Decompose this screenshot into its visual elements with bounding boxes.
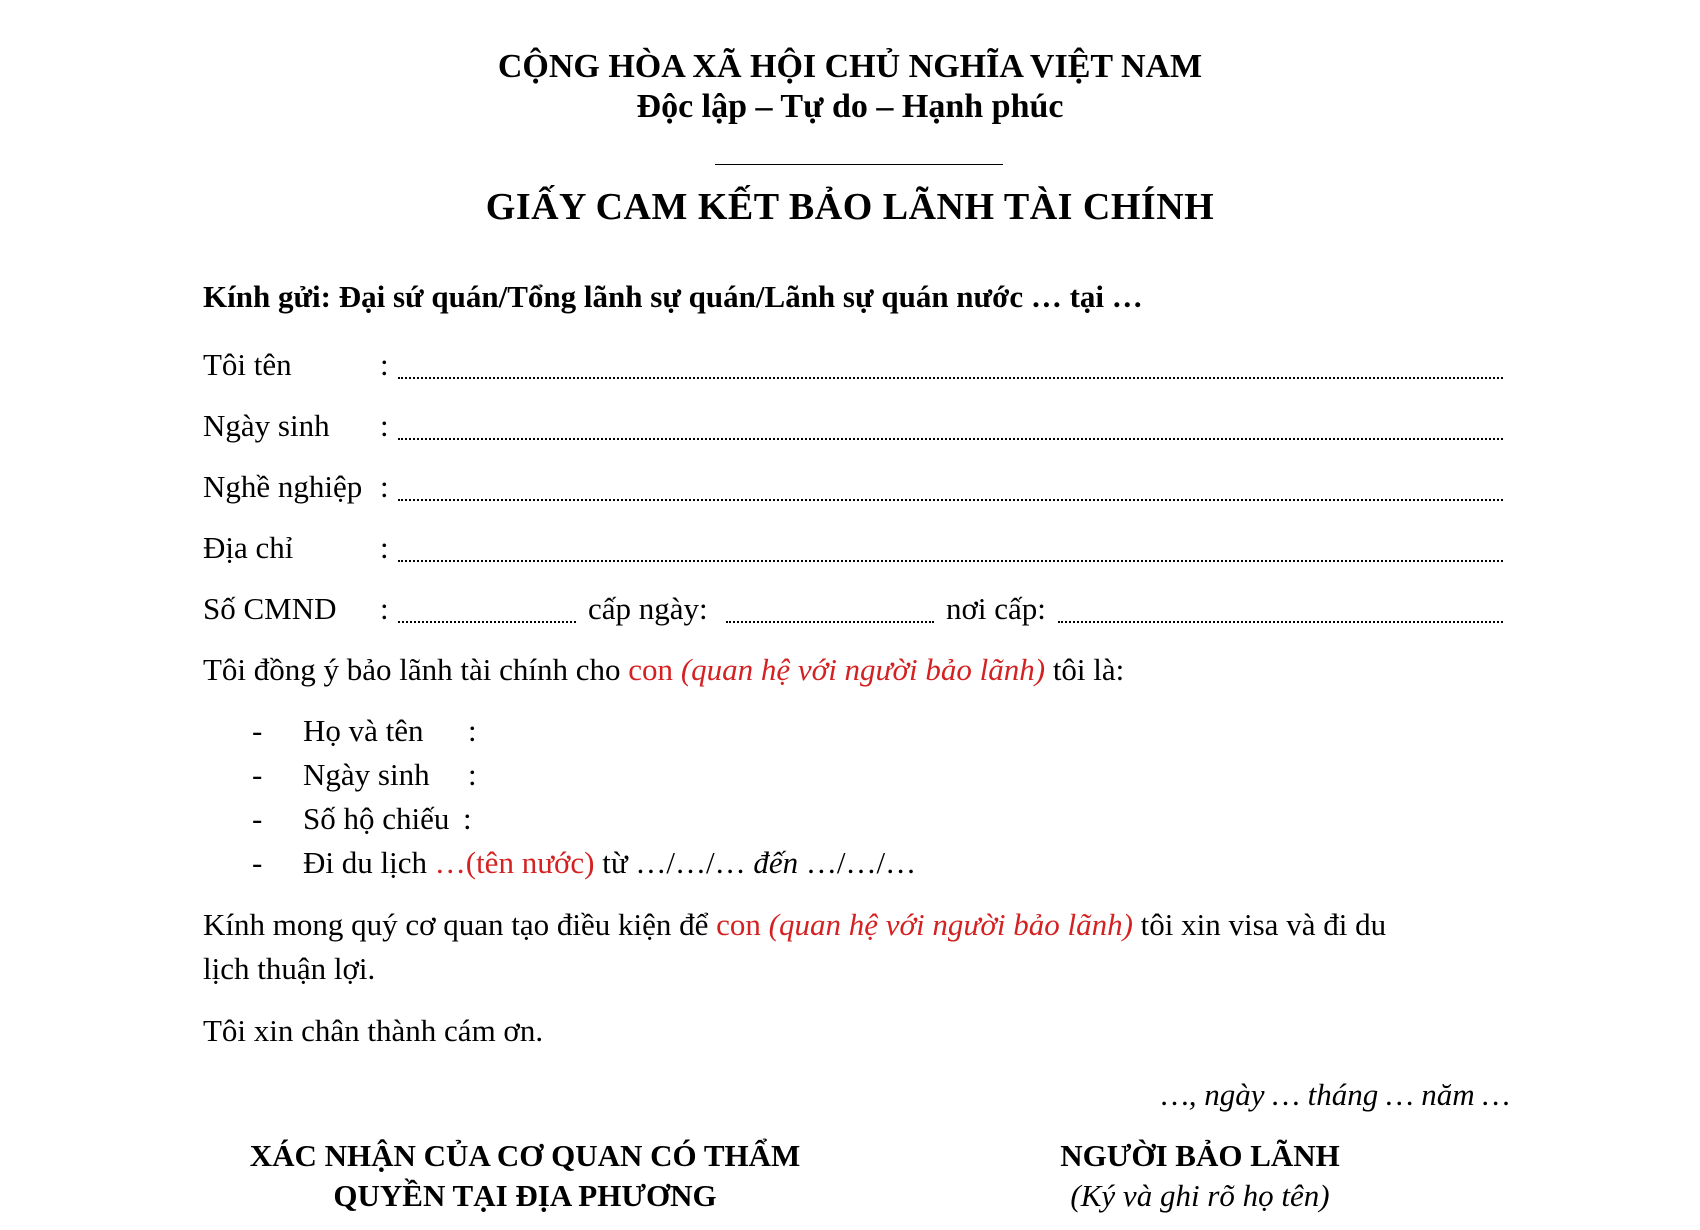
request-prefix: Kính mong quý cơ quan tạo điều kiện để — [203, 907, 717, 942]
bullet-colon: : — [463, 801, 472, 836]
guarantee-relation: con — [628, 652, 674, 687]
guarantor-signature — [1020, 1136, 1380, 1216]
request-relation: con — [716, 907, 761, 942]
field-label: Số CMND — [203, 591, 337, 626]
field-colon: : — [380, 530, 389, 565]
bullet-birthdate-label: Ngày sinh — [303, 757, 430, 792]
authority-confirmation-line-1: XÁC NHẬN CỦA CƠ QUAN CÓ THẨM — [249, 1138, 801, 1173]
field-label: Nghề nghiệp — [203, 469, 363, 504]
field-dotted-line — [398, 560, 1503, 562]
guarantor-signature-note: (Ký và ghi rõ họ tên) — [1070, 1178, 1330, 1213]
bullet-colon: : — [468, 757, 477, 792]
authority-confirmation-line-2: QUYỀN TẠI ĐỊA PHƯƠNG — [333, 1178, 717, 1213]
bullet-travel — [303, 845, 916, 881]
salutation: Kính gửi: Đại sứ quán/Tổng lãnh sự quán/Lãnh sự quán nước … tại … — [203, 279, 1143, 314]
field-id-card — [203, 591, 1503, 631]
guarantee-relation-note: (quan hệ với người bảo lãnh) — [680, 652, 1046, 687]
field-colon: : — [380, 408, 389, 443]
travel-to-date: …/…/… — [798, 845, 917, 880]
issued-place-label: nơi cấp: — [946, 591, 1046, 626]
field-label: Ngày sinh — [203, 408, 330, 443]
field-colon: : — [380, 469, 389, 504]
issued-date-dotted-line — [726, 621, 934, 623]
field-colon: : — [380, 347, 389, 382]
request-suffix: tôi xin visa và đi du — [1132, 907, 1387, 942]
id-number-dotted-line — [398, 621, 576, 623]
bullet-dash: - — [252, 757, 263, 792]
guarantee-prefix: Tôi đồng ý bảo lãnh tài chính cho — [203, 652, 629, 687]
travel-prefix: Đi du lịch — [303, 845, 435, 880]
field-occupation — [203, 469, 1503, 509]
country-header: CỘNG HÒA XÃ HỘI CHỦ NGHĨA VIỆT NAM — [497, 48, 1203, 85]
authority-confirmation — [205, 1136, 845, 1216]
request-line-2: lịch thuận lợi. — [203, 951, 376, 986]
issued-date-label: cấp ngày: — [588, 591, 708, 626]
bullet-dash: - — [252, 713, 263, 748]
motto-header: Độc lập – Tự do – Hạnh phúc — [636, 88, 1064, 125]
field-label: Tôi tên — [203, 347, 292, 382]
field-label: Địa chỉ — [203, 530, 294, 565]
request-line-1 — [203, 907, 1386, 943]
request-relation-note: (quan hệ với người bảo lãnh) — [768, 907, 1133, 942]
header-rule — [715, 164, 1003, 165]
issued-place-dotted-line — [1058, 621, 1503, 623]
travel-from: từ …/…/… — [594, 845, 754, 880]
guarantee-suffix: tôi là: — [1045, 652, 1125, 687]
bullet-colon: : — [468, 713, 477, 748]
bullet-dash: - — [252, 801, 263, 836]
field-colon: : — [380, 591, 389, 626]
document-title: GIẤY CAM KẾT BẢO LÃNH TÀI CHÍNH — [485, 186, 1215, 228]
thanks-line: Tôi xin chân thành cám ơn. — [203, 1013, 544, 1048]
guarantor-title: NGƯỜI BẢO LÃNH — [1060, 1138, 1340, 1173]
field-birthdate — [203, 408, 1503, 448]
field-dotted-line — [398, 438, 1503, 440]
travel-country: …(tên nước) — [434, 845, 595, 880]
field-address — [203, 530, 1503, 570]
travel-to-word: đến — [753, 845, 799, 880]
field-name — [203, 347, 1503, 387]
field-dotted-line — [398, 499, 1503, 501]
date-line: …, ngày … tháng … năm … — [1161, 1077, 1510, 1112]
field-dotted-line — [398, 377, 1503, 379]
bullet-full-name-label: Họ và tên — [303, 713, 424, 748]
guarantee-sentence — [203, 652, 1124, 688]
bullet-dash: - — [252, 845, 263, 880]
bullet-passport-label: Số hộ chiếu — [303, 801, 450, 836]
